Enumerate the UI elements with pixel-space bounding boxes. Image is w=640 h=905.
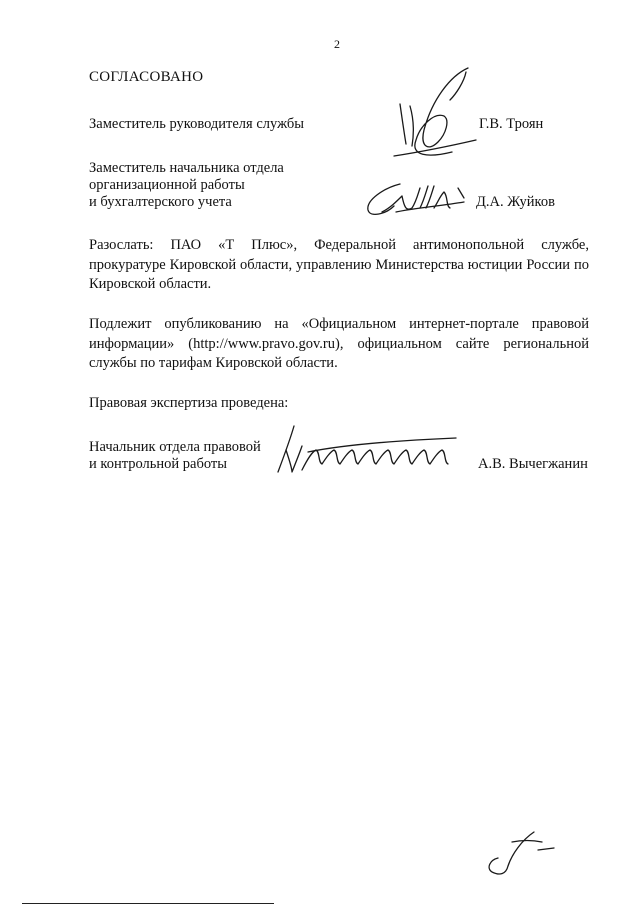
publication-paragraph: Подлежит опубликованию на «Официальном интернет-портале правовой информации» (http://www.pravo.gov.ru), официальном сайте региональной службы по тарифам Кировской области. [89, 316, 589, 371]
page-number: 2 [334, 37, 340, 51]
signature-vychegzhanin [268, 422, 463, 478]
footer-rule [22, 903, 274, 904]
initials-mark [482, 828, 562, 880]
legal-review-statement: Правовая экспертиза проведена: [89, 395, 289, 411]
signatory-1-name: Г.В. Троян [479, 116, 544, 132]
signatory-2-position-line-1: Заместитель начальника отдела [89, 160, 284, 176]
legal-review-position-line-1: Начальник отдела правовой [89, 439, 261, 455]
signature-trojan [380, 60, 480, 165]
signatory-1-position: Заместитель руководителя службы [89, 116, 305, 132]
signatory-2-name: Д.А. Жуйков [476, 194, 555, 210]
legal-review-position-line-2: и контрольной работы [89, 456, 227, 472]
signatory-2-position-line-3: и бухгалтерского учета [89, 194, 232, 210]
signatory-2-position-line-2: организационной работы [89, 177, 245, 193]
approval-heading: СОГЛАСОВАНО [89, 69, 204, 85]
distribution-paragraph: Разослать: ПАО «Т Плюс», Федеральной антимонопольной службе, прокуратуре Кировской области, управлению Министерства юстиции России по Кировской области. [89, 237, 589, 292]
signature-zhuikov [360, 178, 470, 222]
legal-review-name: А.В. Вычегжанин [478, 456, 588, 472]
